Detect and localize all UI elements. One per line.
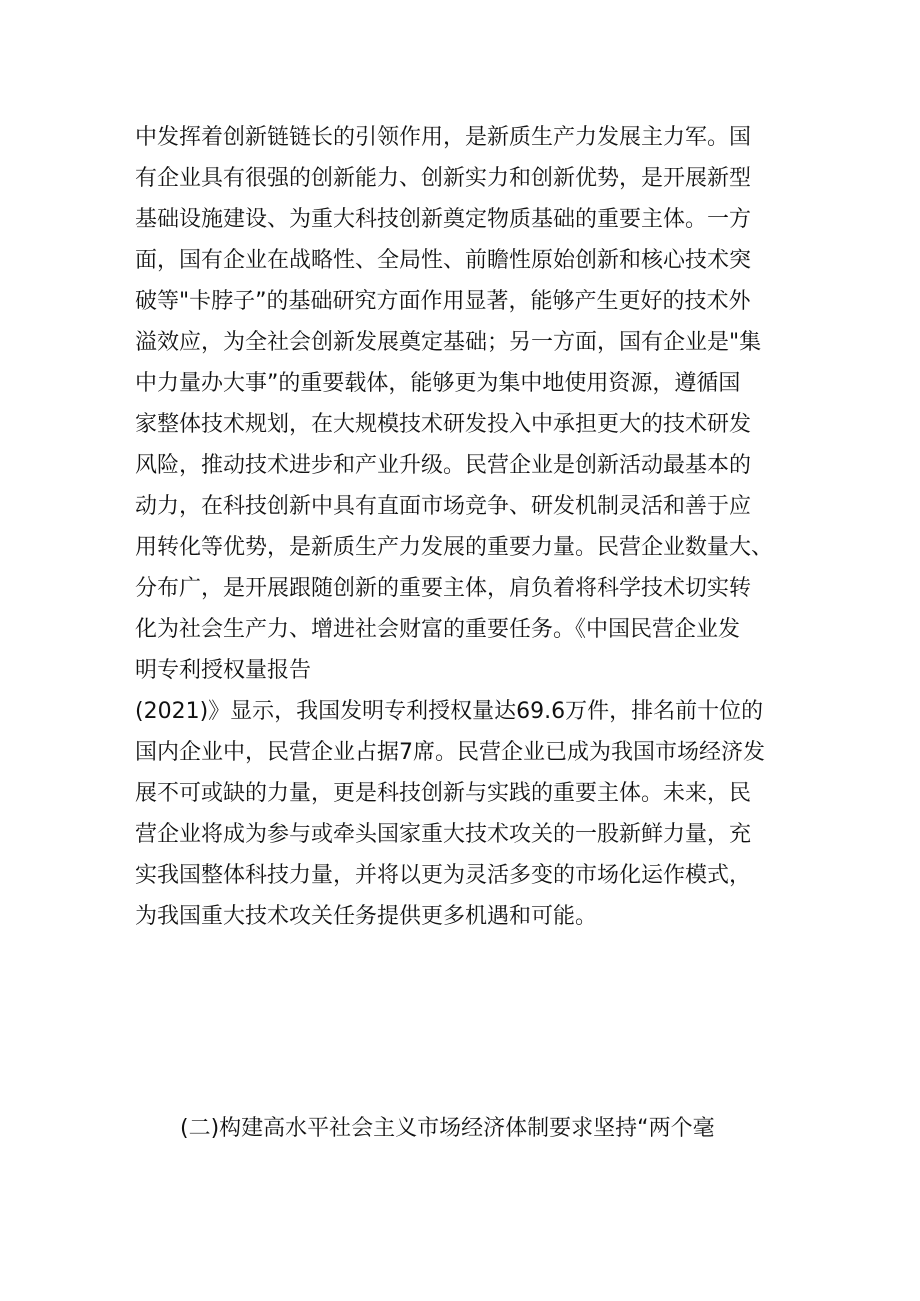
body-line-7: 中力量办大事”的重要载体，能够更为集中地使用资源，遵循国 bbox=[135, 371, 741, 396]
body-line-8: 家整体技术规划，在大规模技术研发投入中承担更大的技术研发 bbox=[135, 412, 752, 437]
body-line-4: 面，国有企业在战略性、全局性、前瞻性原始创新和核心技术突 bbox=[135, 248, 752, 273]
body-line-18: 营企业将成为参与或牵头国家重大技术攻关的一股新鲜力量，充 bbox=[135, 822, 752, 847]
body-line-9: 风险，推动技术进步和产业升级。民营企业是创新活动最基本的 bbox=[135, 453, 752, 478]
body-line-2: 有企业具有很强的创新能力、创新实力和创新优势，是开展新型 bbox=[135, 166, 752, 191]
body-line-20: 为我国重大技术攻关任务提供更多机遇和可能。 bbox=[135, 904, 598, 929]
body-paragraph bbox=[135, 117, 795, 937]
body-line-17: 展不可或缺的力量，更是科技创新与实践的重要主体。未来，民 bbox=[135, 781, 752, 806]
body-line-3: 基础设施建设、为重大科技创新奠定物质基础的重要主体。一方 bbox=[135, 207, 752, 232]
body-line-15: (2021)》显示，我国发明专利授权量达69.6万件，排名前十位的 bbox=[135, 699, 764, 724]
body-line-12: 分布广，是开展跟随创新的重要主体，肩负着将科学技术切实转 bbox=[135, 576, 752, 601]
body-line-1: 中发挥着创新链链长的引领作用，是新质生产力发展主力军。国 bbox=[135, 125, 752, 150]
body-line-19: 实我国整体科技力量，并将以更为灵活多变的市场化运作模式， bbox=[135, 863, 752, 888]
body-line-14: 明专利授权量报告 bbox=[135, 658, 312, 683]
body-line-10: 动力，在科技创新中具有直面市场竞争、研发机制灵活和善于应 bbox=[135, 494, 752, 519]
body-line-16: 国内企业中，民营企业占据7席。民营企业已成为我国市场经济发 bbox=[135, 740, 765, 765]
section-heading: (二)构建高水平社会主义市场经济体制要求坚持“两个毫 bbox=[180, 1116, 715, 1141]
body-line-6: 溢效应，为全社会创新发展奠定基础；另一方面，国有企业是"集 bbox=[135, 330, 762, 355]
body-line-11: 用转化等优势，是新质生产力发展的重要力量。民营企业数量大、 bbox=[135, 535, 774, 560]
body-line-13: 化为社会生产力、增进社会财富的重要任务。《中国民营企业发 bbox=[135, 617, 741, 642]
body-line-5: 破等"卡脖子”的基础研究方面作用显著，能够产生更好的技术外 bbox=[135, 289, 751, 314]
